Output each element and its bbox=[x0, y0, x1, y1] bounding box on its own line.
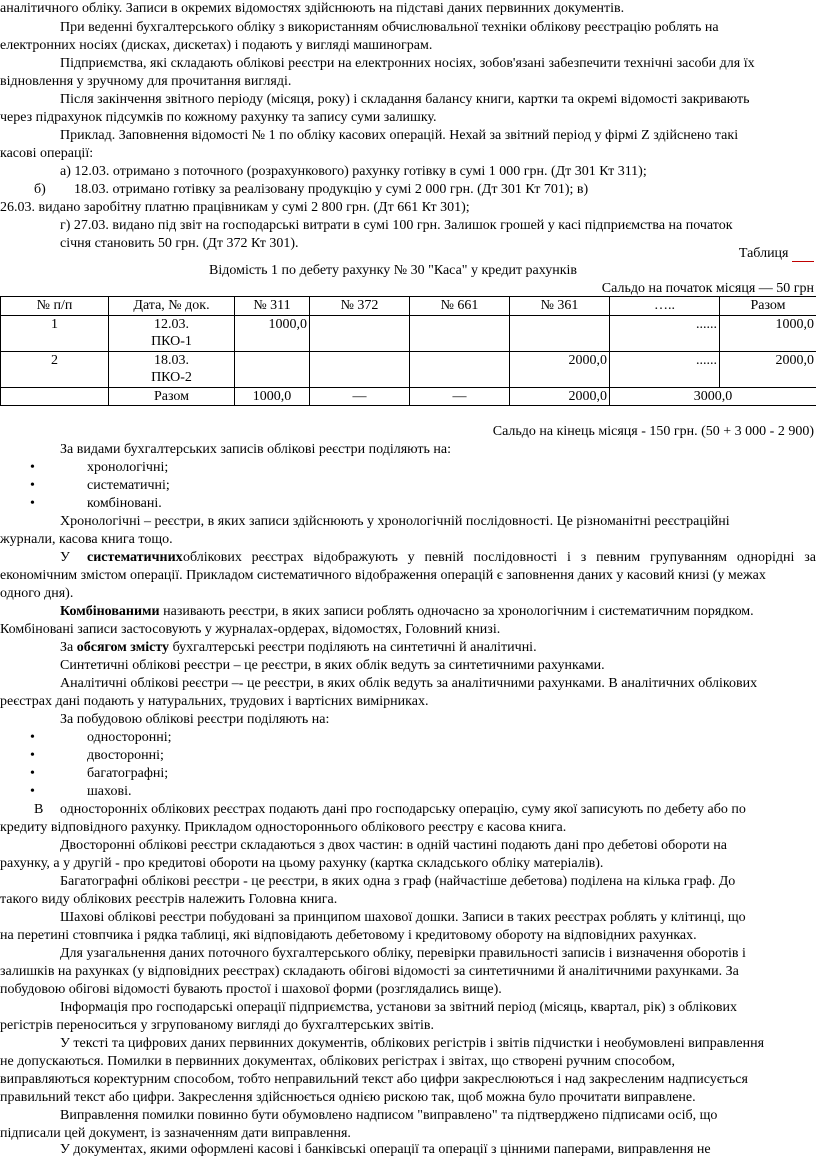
cell-total: 2000,0 bbox=[720, 351, 816, 387]
text-line: Двосторонні облікові реєстри складаються з двох частин: в одній частині подають дані про дебетові обороти на bbox=[60, 837, 816, 854]
cell-dots: ...... bbox=[610, 351, 720, 387]
list-item-text: односторонні; bbox=[87, 729, 171, 746]
text-line: залишків на рахунках (у відповідних реєстрах) складають обігові відомості за синтетичними й аналітичними рахунками. За bbox=[0, 963, 816, 980]
list-item-text: систематичні; bbox=[87, 477, 170, 494]
text-line: Аналітичні облікові реєстри –- це реєстри, в яких облік ведуть за аналітичними рахунками. В аналітичних облікових bbox=[60, 675, 816, 692]
header-cell: Разом bbox=[720, 297, 816, 316]
row-number: 1 bbox=[1, 316, 109, 352]
one-text: односторонніх облікових реєстрах подають дані про господарську операцію, суму якої записують по дебету або по bbox=[60, 801, 816, 818]
text-line: Багатографні облікові реєстри - це реєстри, в яких одна з граф (найчастіше дебетова) поділена на кілька граф. До bbox=[60, 873, 816, 890]
list-item-text: двосторонні; bbox=[87, 747, 164, 764]
text-line: При веденні бухгалтерського обліку з використанням обчислювальної техніки облікову реєстрацію роблять на bbox=[60, 19, 816, 36]
opening-balance: Сальдо на початок місяця — 50 грн bbox=[0, 280, 814, 297]
bullet-icon: • bbox=[30, 747, 35, 764]
text-line: регістрів переноситься у згрупованому вигляді до бухгалтерських звітів. bbox=[0, 1017, 816, 1034]
text-line: відновлення у зручному для прочитання вигляді. bbox=[0, 73, 816, 90]
vol-text: бухгалтерські реєстри поділяють на синтетичні й аналітичні. bbox=[173, 640, 537, 655]
text-line: такого виду облікових реєстрів належить Головна книга. bbox=[0, 891, 816, 908]
operation-b-marker: б) bbox=[34, 181, 74, 198]
totals-661: — bbox=[410, 387, 510, 405]
text-line: кредиту відповідного рахунку. Прикладом одностороннього облікового реєстру є касова книга. bbox=[0, 819, 816, 836]
table-label bbox=[0, 245, 814, 262]
totals-372: — bbox=[310, 387, 410, 405]
text-line: виправляються коректурним способом, тобто неправильний текст або цифри закреслюються і над закресленим надписується bbox=[0, 1071, 816, 1088]
header-cell: № 361 bbox=[510, 297, 610, 316]
text-line: Виправлення помилки повинно бути обумовлено надписом "виправлено" та підтверджено підписами осіб, що bbox=[60, 1107, 816, 1124]
vol-bold: обсягом змісту bbox=[77, 640, 169, 655]
vol-prefix: За bbox=[60, 640, 73, 655]
text-line: Підприємства, які складають облікові реєстри на електронних носіях, зобов'язані забезпечити технічні засоби для їх bbox=[60, 55, 816, 72]
text-line: електронних носіях (дисках, дискетах) і подають у вигляді машинограм. bbox=[0, 37, 816, 54]
list-item-text: хронологічні; bbox=[87, 459, 168, 476]
sys-prefix: У bbox=[60, 549, 70, 566]
text-line: Хронологічні – реєстри, в яких записи здійснюють у хронологічній послідовності. Це різноманітні реєстраційні bbox=[60, 513, 816, 530]
header-cell: ….. bbox=[610, 297, 720, 316]
bullet-icon: • bbox=[30, 765, 35, 782]
text-line: рахунку, а у другій - про кредитові обороти на цьому рахунку (картка складського обліку матеріалів). bbox=[0, 855, 816, 872]
table-number-blank bbox=[792, 249, 814, 262]
text-line: Синтетичні облікові реєстри – це реєстри, в яких облік ведуть за синтетичними рахунками. bbox=[60, 657, 816, 674]
text-line: правильний текст або цифри. Закреслення здійснюється однією рискою так, щоб можна було прочитати виправлене. bbox=[0, 1089, 816, 1106]
header-cell: № 661 bbox=[410, 297, 510, 316]
text-line: побудовою обігові відомості бувають простої і шахової форми (розглядались вище). bbox=[0, 981, 816, 998]
comb-bold: Комбінованими bbox=[60, 604, 160, 619]
bullet-icon: • bbox=[30, 729, 35, 746]
text-line: Після закінчення звітного періоду (місяця, року) і складання балансу книги, картки та окремі відомості закривають bbox=[60, 91, 816, 108]
bullet-icon: • bbox=[30, 783, 35, 800]
closing-balance: Сальдо на кінець місяця - 150 грн. (50 + 3 000 - 2 900) bbox=[0, 423, 814, 440]
text-line: касові операції: bbox=[0, 145, 816, 162]
cell-311 bbox=[235, 351, 310, 387]
header-cell: Дата, № док. bbox=[109, 297, 235, 316]
table-totals-row bbox=[1, 387, 816, 405]
operation-d: січня становить 50 грн. (Дт 372 Кт 301). bbox=[60, 235, 816, 252]
operation-b: 18.03. отримано готівку за реалізовану продукцію у сумі 2 000 грн. (Дт 301 Кт 701); в) bbox=[74, 181, 816, 198]
text-line: За видами бухгалтерських записів облікові реєстри поділяють на: bbox=[60, 441, 816, 458]
row-date-doc bbox=[109, 316, 235, 352]
text-line: Комбіновані записи застосовують у журналах-ордерах, відомостях, Головний книзі. bbox=[0, 621, 816, 638]
text-line: У тексті та цифрових даних первинних документів, облікових регістрів і звітів підчистки і необумовлені виправлення bbox=[60, 1035, 816, 1052]
text-line bbox=[60, 603, 816, 620]
text-line: Інформація про господарські операції підприємства, установи за звітний період (місяць, квартал, рік) з облікових bbox=[60, 999, 816, 1016]
cell-311: 1000,0 bbox=[235, 316, 310, 352]
header-cell: № п/п bbox=[1, 297, 109, 316]
cell-661 bbox=[410, 351, 510, 387]
list-item-text: комбіновані. bbox=[87, 495, 162, 512]
row-date: 12.03. bbox=[111, 316, 232, 333]
table-row bbox=[1, 351, 816, 387]
row-date-doc bbox=[109, 351, 235, 387]
text-line: одного дня). bbox=[0, 585, 816, 602]
text-line bbox=[60, 639, 816, 656]
one-prefix: В bbox=[34, 801, 43, 818]
totals-empty bbox=[1, 387, 109, 405]
header-cell: № 372 bbox=[310, 297, 410, 316]
text-line: За побудовою облікові реєстри поділяють на: bbox=[60, 711, 816, 728]
row-doc: ПКО-2 bbox=[111, 369, 232, 386]
text-line: підписали цей документ, із зазначенням дати виправлення. bbox=[0, 1125, 816, 1142]
row-doc: ПКО-1 bbox=[111, 333, 232, 350]
bullet-icon: • bbox=[30, 495, 35, 512]
text-line: У документах, якими оформлені касові і банківські операції та операції з цінними паперами, виправлення не bbox=[60, 1141, 816, 1158]
text-line: аналітичного обліку. Записи в окремих відомостях здійснюють на підставі даних первинних документів. bbox=[0, 0, 816, 17]
bullet-icon: • bbox=[30, 477, 35, 494]
cell-661 bbox=[410, 316, 510, 352]
row-number: 2 bbox=[1, 351, 109, 387]
text-line: Приклад. Заповнення відомості № 1 по обліку касових операцій. Нехай за звітний період у фірмі Z здійснено такі bbox=[60, 127, 816, 144]
operation-a: а) 12.03. отримано з поточного (розрахункового) рахунку готівку в сумі 1 000 грн. (Дт 301 Кт 311); bbox=[60, 163, 816, 180]
bullet-icon: • bbox=[30, 459, 35, 476]
table-header-row bbox=[1, 297, 816, 316]
text-line: не допускаються. Помилки в первинних документах, облікових регістрах і звітах, що створені ручним способом, bbox=[0, 1053, 816, 1070]
sys-text: облікових реєстрах відображують у певній послідовності і з певним групуванням однорідні за bbox=[183, 549, 816, 566]
table-row bbox=[1, 316, 816, 352]
cell-372 bbox=[310, 351, 410, 387]
operation-d: г) 27.03. видано під звіт на господарські витрати в сумі 100 грн. Залишок грошей у касі підприємства на початок bbox=[60, 217, 816, 234]
table-label-text: Таблиця bbox=[739, 246, 789, 261]
cell-dots: ...... bbox=[610, 316, 720, 352]
comb-text: називають реєстри, в яких записи роблять одночасно за хронологічним і систематичним порядком. bbox=[163, 604, 754, 619]
cell-total: 1000,0 bbox=[720, 316, 816, 352]
cash-ledger-table bbox=[0, 296, 816, 406]
totals-361: 2000,0 bbox=[510, 387, 610, 405]
text-line: реєстрах дані подають у натуральних, трудових і вартісних вимірниках. bbox=[0, 693, 816, 710]
cell-361: 2000,0 bbox=[510, 351, 610, 387]
list-item-text: шахові. bbox=[87, 783, 131, 800]
text-line: через підрахунок підсумків по кожному рахунку та запису суми залишку. bbox=[0, 109, 816, 126]
operation-c: 26.03. видано заробітну платню працівникам у сумі 2 800 грн. (Дт 661 Кт 301); bbox=[0, 199, 816, 216]
row-date: 18.03. bbox=[111, 352, 232, 369]
cell-372 bbox=[310, 316, 410, 352]
cell-361 bbox=[510, 316, 610, 352]
sys-bold: систематичних bbox=[87, 549, 183, 566]
text-line: економічним змістом операції. Прикладом систематичного відображення операцій є заповнення даних у касовий книзі (у межах bbox=[0, 567, 816, 584]
totals-311: 1000,0 bbox=[235, 387, 310, 405]
list-item-text: багатографні; bbox=[87, 765, 168, 782]
text-line: на перетині стовпчика і рядка таблиці, які відповідають дебетовому і кредитовому обороту на відповідних рахунках. bbox=[0, 927, 816, 944]
text-line: Шахові облікові реєстри побудовані за принципом шахової дошки. Записи в таких реєстрах роблять у клітинці, що bbox=[60, 909, 816, 926]
totals-total: 3000,0 bbox=[610, 387, 816, 405]
table-title: Відомість 1 по дебету рахунку № 30 "Каса" у кредит рахунків bbox=[209, 262, 809, 279]
text-line: Для узагальнення даних поточного бухгалтерського обліку, перевірки правильності записів і визначення оборотів і bbox=[60, 945, 816, 962]
text-line: журнали, касова книга тощо. bbox=[0, 531, 816, 548]
totals-label: Разом bbox=[109, 387, 235, 405]
header-cell: № 311 bbox=[235, 297, 310, 316]
